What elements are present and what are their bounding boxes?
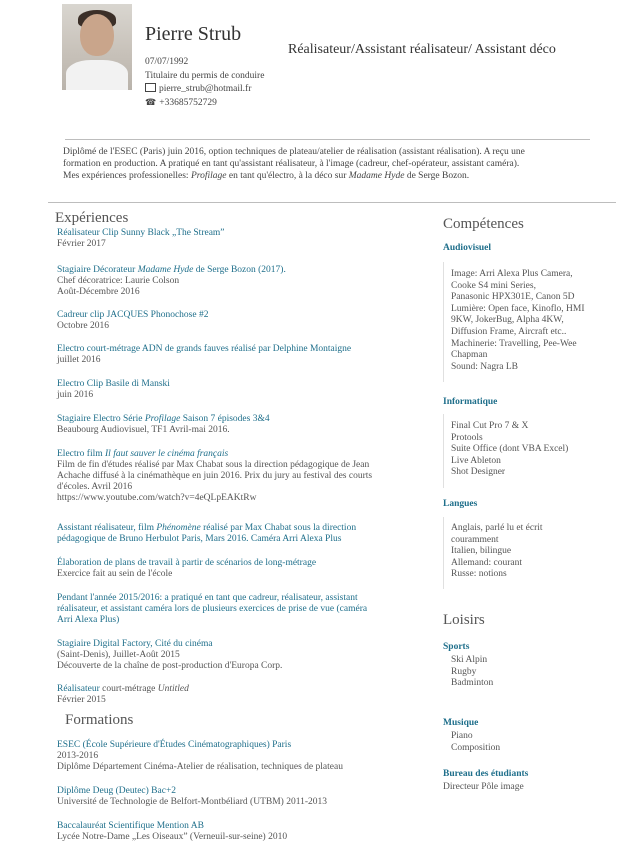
experience-detail: Film de fin d'études réalisé par Max Chabat sous la direction pédagogique de Jean [57, 460, 370, 470]
list-item: Chapman [451, 350, 488, 361]
experience-heading: Stagiaire Décorateur Madame Hyde de Serge Bozon (2017). [57, 265, 286, 275]
experience-item [57, 265, 412, 298]
loisirs-title: Loisirs [443, 612, 485, 628]
list-item: couramment [451, 534, 499, 545]
experience-item [57, 523, 412, 545]
experience-detail: Exercice fait au sein de l'école [57, 569, 173, 579]
informatique-list [451, 421, 616, 479]
experience-detail: Février 2015 [57, 695, 106, 705]
category-bureau: Bureau des étudiants [443, 769, 529, 779]
list-item: Final Cut Pro 7 & X [451, 421, 529, 431]
list-item: Allemand: courant [451, 557, 522, 568]
formation-detail: Université de Technologie de Belfort-Montbéliard (UTBM) 2011-2013 [57, 797, 328, 807]
list-item: Live Ableton [451, 455, 501, 466]
experience-item [57, 558, 412, 580]
experience-detail: Découverte de la chaîne de post-production d'Europa Corp. [57, 661, 283, 671]
category-langues: Langues [443, 499, 478, 509]
top-divider [65, 139, 590, 140]
list-item: Shot Designer [451, 467, 506, 478]
email-text: pierre_strub@hotmail.fr [159, 84, 252, 94]
category-rule [443, 517, 444, 589]
experience-detail[interactable]: https://www.youtube.com/watch?v=4eQLpEAKtRw [57, 493, 257, 503]
list-item: Badminton [451, 678, 494, 689]
experience-detail: Beaubourg Audiovisuel, TF1 Avril-mai 2016. [57, 425, 230, 435]
category-musique: Musique [443, 718, 479, 728]
experience-detail: réalisateur, et assistant caméra lors de plusieurs exercices de prise de vue (caméra [57, 604, 368, 614]
formation-item [57, 821, 412, 843]
summary-line-1: Diplômé de l'ESEC (Paris) juin 2016, option techniques de plateau/atelier de réalisation (assistant réalisation). A reçu une [63, 147, 525, 157]
experience-detail: juillet 2016 [57, 355, 101, 365]
list-item: Machinerie: Travelling, Pee-Wee [451, 338, 577, 349]
experience-detail: juin 2016 [57, 390, 94, 400]
experience-item [57, 228, 412, 250]
experience-item [57, 449, 412, 504]
experience-item [57, 310, 412, 332]
experience-detail: Arri Alexa Plus) [57, 615, 120, 625]
list-item: Sound: Nagra LB [451, 361, 519, 372]
license-info: Titulaire du permis de conduire [145, 71, 265, 81]
list-item: Russe: notions [451, 569, 507, 580]
list-item: Panasonic HPX301E, Canon 5D [451, 292, 575, 303]
person-name: Pierre Strub [145, 23, 242, 45]
category-sports: Sports [443, 642, 470, 652]
list-item: Composition [451, 742, 501, 753]
experience-heading: Stagiaire Electro Série Profilage Saison 7 épisodes 3&4 [57, 414, 270, 424]
audiovisuel-list [451, 269, 616, 373]
experience-heading: Electro court-métrage ADN de grands fauves réalisé par Delphine Montaigne [57, 344, 352, 354]
experience-heading: Élaboration de plans de travail à partir de scénarios de long-métrage [57, 558, 317, 568]
list-item: Anglais, parlé lu et écrit [451, 523, 543, 533]
experience-item [57, 414, 412, 436]
category-audiovisuel: Audiovisuel [443, 243, 492, 253]
formation-item [57, 786, 412, 808]
category-rule [443, 262, 444, 382]
langues-list [451, 523, 616, 581]
profile-photo [62, 4, 132, 90]
competences-title: Compétences [443, 216, 524, 232]
experience-detail: d'écoles. Avril 2016 [57, 482, 133, 492]
musique-list [451, 731, 616, 754]
list-item: Cooke S4 mini Series, [451, 280, 536, 291]
experience-item [57, 684, 412, 706]
job-title: Réalisateur/Assistant réalisateur/ Assistant déco [288, 42, 556, 57]
formation-detail: 2013-2016 [57, 751, 99, 761]
list-item: Ski Alpin [451, 655, 488, 665]
formation-heading: ESEC (École Supérieure d'Études Cinématographiques) Paris [57, 740, 292, 750]
experience-item [57, 344, 412, 366]
experience-heading: Electro film Il faut sauver le cinéma français [57, 449, 229, 459]
summary-line-3: Mes expériences professionelles: Profilage en tant qu'électro, à la déco sur Madame Hyde de Serge Bozon. [63, 170, 470, 181]
list-item: Piano [451, 731, 473, 741]
mid-divider [48, 202, 616, 203]
experience-item [57, 379, 412, 401]
list-item: Rugby [451, 666, 477, 677]
experience-heading: Réalisateur Clip Sunny Black „The Stream” [57, 228, 225, 238]
list-item: Image: Arri Alexa Plus Camera, [451, 269, 573, 279]
experience-detail: pédagogique de Bruno Herbulot Paris, Mars 2016. Caméra Arri Alexa Plus [57, 534, 342, 544]
phone-icon: ☎ [145, 97, 157, 107]
category-informatique: Informatique [443, 397, 498, 407]
phone-text: +33685752729 [159, 98, 217, 108]
list-item: Protools [451, 432, 483, 443]
envelope-icon [145, 83, 156, 92]
experience-detail: (Saint-Denis), Juillet-Août 2015 [57, 650, 180, 660]
sports-list [451, 655, 616, 690]
experience-item [57, 593, 412, 626]
phone-line [145, 97, 217, 108]
formation-item [57, 740, 412, 773]
experience-heading: Pendant l'année 2015/2016: a pratiqué en tant que cadreur, réalisateur, assistant [57, 593, 358, 603]
experience-item [57, 639, 412, 672]
experience-detail: Août-Décembre 2016 [57, 287, 140, 297]
summary [63, 147, 593, 182]
summary-line-2: formation en production. A pratiqué en tant qu'assistant réalisateur, à l'image (cadreur, chef-opérateur, assistant caméra). [63, 158, 520, 169]
experience-heading: Cadreur clip JACQUES Phonochose #2 [57, 310, 209, 320]
list-item: Diffusion Frame, Aircraft etc.. [451, 326, 567, 337]
formations-title: Formations [65, 712, 134, 728]
formation-detail: Lycée Notre-Dame „Les Oiseaux” (Verneuil-sur-seine) 2010 [57, 832, 288, 842]
formation-heading: Baccalauréat Scientifique Mention AB [57, 821, 204, 831]
email-line [145, 84, 251, 94]
experience-detail: Février 2017 [57, 239, 106, 249]
list-item: Suite Office (dont VBA Excel) [451, 444, 569, 455]
birthdate: 07/07/1992 [145, 57, 189, 67]
experiences-title: Expériences [55, 210, 129, 226]
experience-heading: Stagiaire Digital Factory, Cité du cinéma [57, 639, 213, 649]
category-rule [443, 414, 444, 488]
formation-heading: Diplôme Deug (Deutec) Bac+2 [57, 786, 177, 796]
experience-detail: Achache diffusé à la cinémathèque en juin 2016. Prix du jury au festival des courts [57, 471, 373, 481]
experience-heading: Assistant réalisateur, film Phénomène réalisé par Max Chabat sous la direction [57, 523, 357, 533]
experience-heading: Electro Clip Basile di Manski [57, 379, 170, 389]
list-item: Lumière: Open face, Kinoflo, HMI [451, 303, 585, 314]
formation-detail: Diplôme Département Cinéma-Atelier de réalisation, techniques de plateau [57, 762, 343, 772]
experience-heading: Réalisateur court-métrage Untitled [57, 684, 189, 694]
list-item: Italien, bilingue [451, 546, 512, 557]
bureau-role: Directeur Pôle image [443, 782, 524, 792]
experience-detail: Octobre 2016 [57, 321, 109, 331]
experience-detail: Chef décoratrice: Laurie Colson [57, 276, 180, 286]
list-item: 9KW, JokerBug, Alpha 4KW, [451, 315, 564, 326]
